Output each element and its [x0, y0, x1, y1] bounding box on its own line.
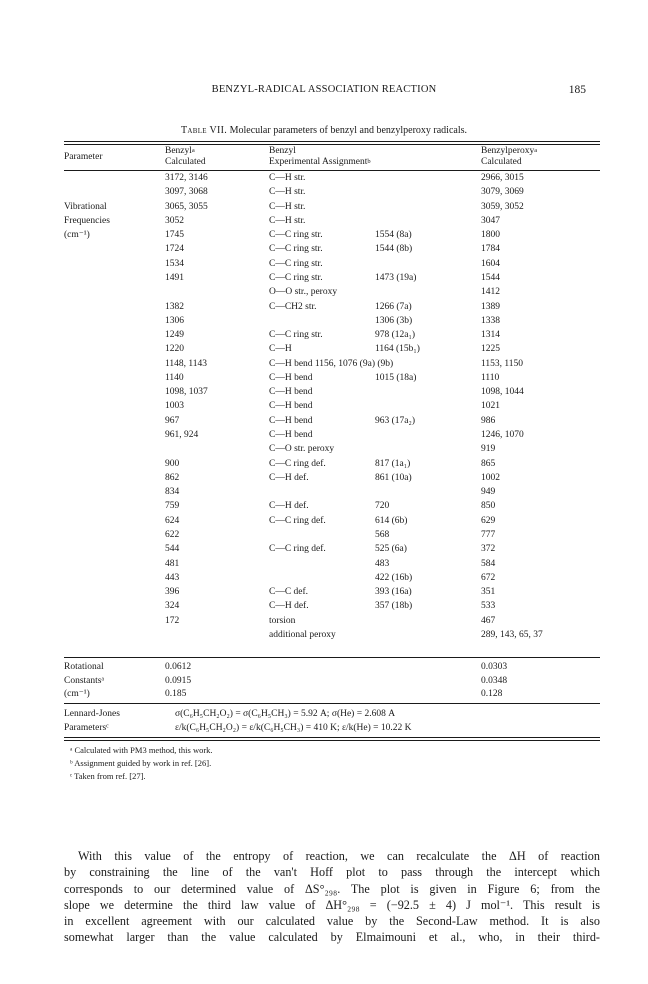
benzyl-calculated-cell: 1306	[165, 315, 184, 326]
table-row	[0, 358, 648, 371]
benzylperoxy-calculated-cell: 1110	[481, 372, 500, 383]
table-row	[0, 201, 648, 214]
assignment-cell: C—H str.	[269, 187, 306, 198]
benzylperoxy-calculated-cell: 1153, 1150	[481, 358, 524, 369]
benzyl-calculated-cell: 862	[165, 472, 180, 483]
assignment-cell: C—C ring def.	[269, 458, 326, 469]
table-row	[0, 286, 648, 299]
benzylperoxy-calculated-cell: 919	[481, 444, 496, 455]
benzyl-calculated-cell: 1098, 1037	[165, 387, 208, 398]
section-rule-rotational	[64, 657, 600, 658]
experimental-mode-cell: 1473 (19a)	[375, 272, 417, 283]
assignment-cell: C—C ring str.	[269, 330, 323, 341]
benzylperoxy-calculated-cell: 1784	[481, 244, 500, 255]
benzylperoxy-calculated-cell: 3079, 3069	[481, 187, 524, 198]
table-row	[0, 229, 648, 242]
table-row	[0, 472, 648, 485]
benzylperoxy-calculated-cell: 3059, 3052	[481, 201, 524, 212]
table-row	[0, 429, 648, 442]
benzylperoxy-calculated-cell: 372	[481, 544, 496, 555]
benzyl-calculated-cell: 624	[165, 515, 180, 526]
assignment-cell: C—C ring str.	[269, 244, 323, 255]
header-peroxy-line1: Benzylperoxy	[481, 146, 535, 156]
benzylperoxy-calculated-cell: 1800	[481, 230, 500, 241]
body-line: by constraining the line of the van't Hoff plot to pass through the intercept which	[64, 865, 600, 880]
row-parameter-label: Rotational	[64, 662, 104, 672]
table-top-rule-inner	[64, 144, 600, 145]
benzylperoxy-calculated-cell: 584	[481, 558, 496, 569]
benzyl-calculated-cell: 1003	[165, 401, 184, 412]
benzylperoxy-calculated-cell: 0.128	[481, 689, 503, 699]
assignment-cell: C—H bend	[269, 401, 313, 412]
benzyl-calculated-cell: 1724	[165, 244, 184, 255]
benzylperoxy-calculated-cell: 1225	[481, 344, 500, 355]
table-row	[0, 661, 648, 674]
row-parameter-label: Parametersᶜ	[64, 723, 109, 733]
table-row	[0, 486, 648, 499]
benzylperoxy-calculated-cell: 1002	[481, 472, 500, 483]
experimental-mode-cell: 1164 (15b₁)	[375, 344, 420, 355]
row-parameter-label: Vibrational	[64, 201, 107, 212]
experimental-mode-cell: 1266 (7a)	[375, 301, 412, 312]
table-row	[0, 258, 648, 271]
table-row	[0, 315, 648, 328]
row-parameter-label: Constantsᵃ	[64, 675, 105, 686]
table-row	[0, 543, 648, 556]
table-row	[0, 629, 648, 642]
table-caption-text: Molecular parameters of benzyl and benzylperoxy radicals.	[229, 125, 467, 136]
experimental-mode-cell: 1554 (8a)	[375, 230, 412, 241]
footnote: ᵃ Calculated with PM3 method, this work.	[70, 745, 213, 755]
benzylperoxy-calculated-cell: 1338	[481, 315, 500, 326]
body-line: somewhat larger than the value calculated by Elmaimouni et al., who, in their third-	[64, 930, 600, 945]
assignment-cell: C—H def.	[269, 501, 309, 512]
table-row	[0, 529, 648, 542]
header-benzyl-experimental	[269, 146, 371, 168]
experimental-mode-cell: 422 (16b)	[375, 572, 413, 583]
table-caption	[0, 125, 648, 136]
assignment-cell: torsion	[269, 615, 296, 626]
benzylperoxy-calculated-cell: 1314	[481, 330, 500, 341]
benzylperoxy-calculated-cell: 1412	[481, 287, 500, 298]
running-head	[0, 84, 648, 98]
benzyl-calculated-cell: 544	[165, 544, 180, 555]
benzyl-calculated-cell: 1382	[165, 301, 184, 312]
assignment-cell: C—H bend	[269, 387, 313, 398]
benzylperoxy-calculated-cell: 467	[481, 615, 496, 626]
benzyl-calculated-cell: 1534	[165, 258, 184, 269]
table-row	[0, 272, 648, 285]
table-bottom-rule	[64, 737, 600, 738]
benzyl-calculated-cell: 443	[165, 572, 180, 583]
assignment-cell: C—C ring str.	[269, 230, 323, 241]
assignment-cell: C—C def.	[269, 587, 309, 598]
header-peroxy-line2: Calculated	[481, 157, 522, 167]
table-row	[0, 458, 648, 471]
benzyl-calculated-cell: 967	[165, 415, 180, 426]
assignment-cell: C—C ring def.	[269, 515, 326, 526]
benzyl-calculated-cell: 0.185	[165, 689, 187, 699]
assignment-cell: C—H def.	[269, 601, 309, 612]
table-row	[0, 721, 648, 735]
benzylperoxy-calculated-cell: 0.0303	[481, 662, 508, 672]
benzylperoxy-calculated-cell: 1389	[481, 301, 500, 312]
benzyl-calculated-cell: 396	[165, 587, 180, 598]
assignment-cell: C—H bend	[269, 372, 313, 383]
benzyl-calculated-cell: 961, 924	[165, 430, 199, 441]
assignment-cell: C—H str.	[269, 201, 306, 212]
assignment-cell: C—C ring str.	[269, 272, 323, 283]
table-row	[0, 372, 648, 385]
benzyl-calculated-cell: 1220	[165, 344, 184, 355]
benzylperoxy-calculated-cell: 949	[481, 487, 496, 498]
section-rule-lennard-jones	[64, 703, 600, 704]
benzyl-calculated-cell: 1249	[165, 330, 184, 341]
lennard-jones-values: ε/k(C₆H₅CH₂O₂) = ε/k(C₆H₅CH₃) = 410 K; ε/k(He) = 10.22 K	[175, 723, 412, 733]
benzyl-calculated-cell: 3065, 3055	[165, 201, 208, 212]
page-number: 185	[568, 84, 586, 96]
benzyl-calculated-cell: 481	[165, 558, 180, 569]
benzylperoxy-calculated-cell: 0.0348	[481, 675, 508, 686]
running-head-title: BENZYL-RADICAL ASSOCIATION REACTION	[211, 84, 437, 95]
experimental-mode-cell: 483	[375, 558, 390, 569]
body-paragraph	[64, 848, 600, 946]
table-row	[0, 707, 648, 721]
header-benzyl-calc-sup: a	[191, 147, 195, 154]
benzylperoxy-calculated-cell: 2966, 3015	[481, 173, 524, 183]
experimental-mode-cell: 978 (12a₁)	[375, 330, 415, 341]
benzylperoxy-calculated-cell: 672	[481, 572, 496, 583]
benzyl-calculated-cell: 0.0915	[165, 675, 192, 686]
benzyl-calculated-cell: 759	[165, 501, 180, 512]
benzylperoxy-calculated-cell: 1604	[481, 258, 500, 269]
header-peroxy-sup: a	[534, 147, 538, 154]
assignment-cell: C—H bend 1156, 1076 (9a) (9b)	[269, 358, 394, 369]
row-parameter-label: Lennard-Jones	[64, 709, 120, 719]
experimental-mode-cell: 568	[375, 530, 390, 540]
assignment-cell: C—CH2 str.	[269, 301, 317, 312]
table-row	[0, 186, 648, 199]
benzyl-calculated-cell: 324	[165, 601, 180, 612]
table-row	[0, 443, 648, 456]
assignment-cell: C—H str.	[269, 215, 306, 226]
table-row	[0, 688, 648, 701]
body-line: in excellent agreement with our calculated value by the Second-Law method. It is also	[64, 914, 600, 929]
benzyl-calculated-cell: 172	[165, 615, 180, 626]
table-row	[0, 515, 648, 528]
assignment-cell: C—H def.	[269, 472, 309, 483]
assignment-cell: additional peroxy	[269, 629, 336, 640]
table-row	[0, 329, 648, 342]
benzylperoxy-calculated-cell: 865	[481, 458, 496, 469]
table-row	[0, 675, 648, 688]
benzylperoxy-calculated-cell: 850	[481, 501, 496, 512]
header-benzylperoxy-calculated	[481, 146, 537, 168]
row-parameter-label: (cm⁻¹)	[64, 230, 90, 241]
assignment-cell: C—C ring str.	[269, 258, 323, 269]
table-row	[0, 415, 648, 428]
benzylperoxy-calculated-cell: 533	[481, 601, 496, 612]
benzylperoxy-calculated-cell: 3047	[481, 215, 500, 226]
table-number: Table VII.	[181, 125, 228, 136]
benzyl-calculated-cell: 1140	[165, 372, 184, 383]
table-row	[0, 586, 648, 599]
header-rule	[64, 170, 600, 171]
benzylperoxy-calculated-cell: 1246, 1070	[481, 430, 524, 441]
assignment-cell: O—O str., peroxy	[269, 287, 338, 298]
table-row	[0, 615, 648, 628]
experimental-mode-cell: 861 (10a)	[375, 472, 412, 483]
experimental-mode-cell: 817 (1a₁)	[375, 458, 411, 469]
benzyl-calculated-cell: 834	[165, 487, 180, 498]
table-row	[0, 343, 648, 356]
assignment-cell: C—C ring def.	[269, 544, 326, 555]
table-row	[0, 215, 648, 228]
benzylperoxy-calculated-cell: 777	[481, 530, 496, 540]
table-row	[0, 400, 648, 413]
experimental-mode-cell: 393 (16a)	[375, 587, 412, 598]
benzylperoxy-calculated-cell: 1098, 1044	[481, 387, 524, 398]
lennard-jones-values: σ(C₆H₅CH₂O₂) = σ(C₆H₅CH₃) = 5.92 A; σ(He) = 2.608 A	[175, 709, 396, 719]
table-row	[0, 243, 648, 256]
benzyl-calculated-cell: 622	[165, 530, 180, 540]
table-row	[0, 558, 648, 571]
benzylperoxy-calculated-cell: 1021	[481, 401, 500, 412]
benzyl-calculated-cell: 1491	[165, 272, 184, 283]
benzyl-calculated-cell: 900	[165, 458, 180, 469]
footnote: ᶜ Taken from ref. [27].	[70, 771, 146, 781]
experimental-mode-cell: 1015 (18a)	[375, 372, 417, 383]
experimental-mode-cell: 357 (18b)	[375, 601, 413, 612]
experimental-mode-cell: 1306 (3b)	[375, 315, 413, 326]
benzyl-calculated-cell: 0.0612	[165, 662, 192, 672]
header-parameter: Parameter	[64, 152, 103, 162]
table-row	[0, 500, 648, 513]
footnote: ᵇ Assignment guided by work in ref. [26].	[70, 758, 212, 768]
body-line: corresponds to our determined value of ΔS°₂₉₈. The plot is given in Figure 6; from the	[64, 881, 600, 896]
benzylperoxy-calculated-cell: 986	[481, 415, 496, 426]
experimental-mode-cell: 963 (17a₂)	[375, 415, 415, 426]
benzyl-calculated-cell: 3097, 3068	[165, 187, 208, 198]
experimental-mode-cell: 720	[375, 501, 390, 512]
table-row	[0, 172, 648, 185]
table-row	[0, 572, 648, 585]
header-benzyl-exp-line1: Benzyl	[269, 146, 296, 156]
header-benzyl-calc-line1: Benzyl	[165, 146, 192, 156]
benzyl-calculated-cell: 3172, 3146	[165, 173, 208, 183]
row-parameter-label: (cm⁻¹)	[64, 689, 90, 699]
assignment-cell: C—H	[269, 344, 292, 355]
benzylperoxy-calculated-cell: 351	[481, 587, 496, 598]
assignment-cell: C—O str. peroxy	[269, 444, 335, 455]
body-line: With this value of the entropy of reaction, we can recalculate the ΔH of reaction	[78, 849, 600, 863]
benzyl-calculated-cell: 3052	[165, 215, 184, 226]
benzylperoxy-calculated-cell: 1544	[481, 272, 500, 283]
assignment-cell: C—H bend	[269, 415, 313, 426]
assignment-cell: C—H bend	[269, 430, 313, 441]
table-bottom-rule-inner	[64, 740, 600, 741]
benzylperoxy-calculated-cell: 289, 143, 65, 37	[481, 629, 543, 640]
benzyl-calculated-cell: 1148, 1143	[165, 358, 208, 369]
table-row	[0, 301, 648, 314]
header-benzyl-exp-sup: b	[367, 158, 371, 165]
table-row	[0, 386, 648, 399]
table-top-rule	[64, 141, 600, 142]
experimental-mode-cell: 1544 (8b)	[375, 244, 413, 255]
row-parameter-label: Frequencies	[64, 215, 110, 226]
header-benzyl-calc-line2: Calculated	[165, 157, 206, 167]
header-benzyl-exp-line2: Experimental Assignment	[269, 157, 368, 167]
body-line: slope we determine the third law value of ΔH°₂₉₈ = (−92.5 ± 4) J mol⁻¹. This result is	[64, 897, 600, 912]
experimental-mode-cell: 614 (6b)	[375, 515, 408, 526]
benzylperoxy-calculated-cell: 629	[481, 515, 496, 526]
benzyl-calculated-cell: 1745	[165, 230, 184, 241]
table-row	[0, 600, 648, 613]
experimental-mode-cell: 525 (6a)	[375, 544, 407, 555]
assignment-cell: C—H str.	[269, 173, 306, 183]
header-benzyl-calculated	[165, 146, 206, 168]
